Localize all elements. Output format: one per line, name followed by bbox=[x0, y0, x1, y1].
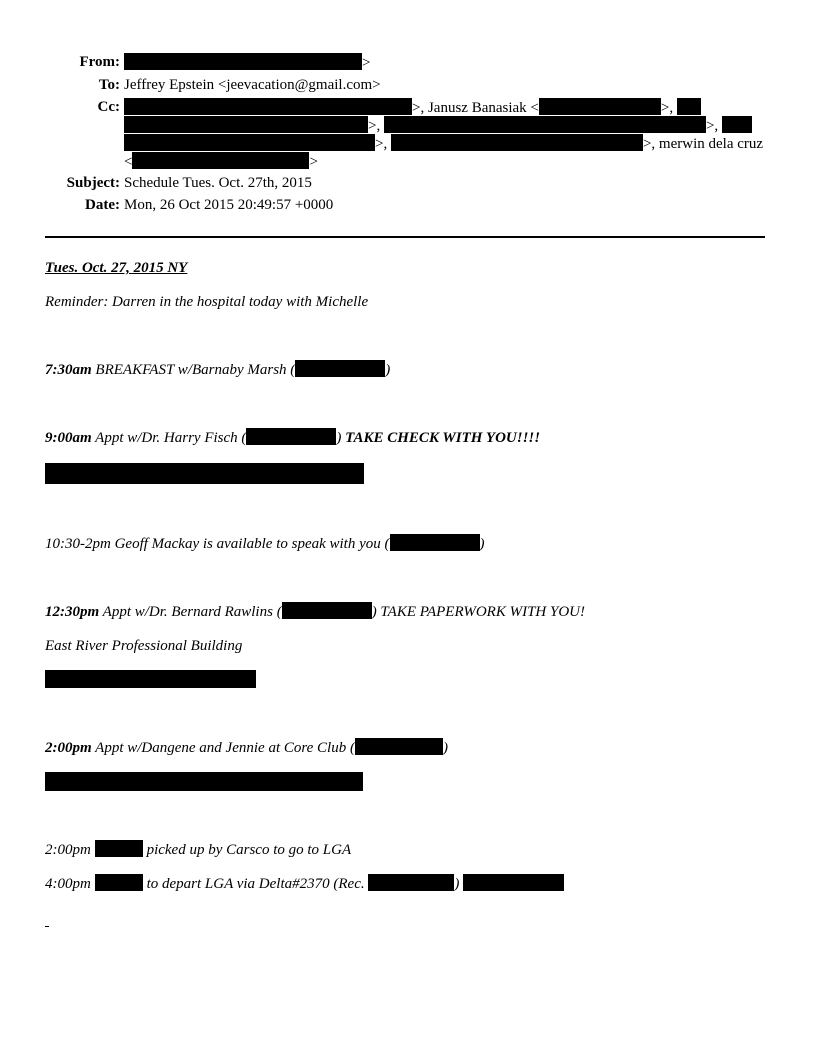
cc-text: >, bbox=[368, 118, 381, 134]
redaction bbox=[295, 360, 385, 377]
schedule-item bbox=[45, 428, 540, 448]
event-text: ) bbox=[385, 362, 391, 378]
cc-label: Cc: bbox=[97, 99, 120, 115]
event-text: ) bbox=[454, 876, 460, 892]
event-time: 7:30am bbox=[45, 362, 92, 378]
redaction bbox=[246, 428, 336, 445]
schedule-item bbox=[45, 840, 351, 860]
cc-text: >, bbox=[375, 136, 388, 152]
event-text: Appt w/Dangene and Jennie at Core Club ( bbox=[91, 740, 355, 756]
cc-text: < bbox=[124, 154, 133, 170]
redaction bbox=[391, 134, 643, 151]
event-note: TAKE CHECK WITH YOU!!!! bbox=[341, 430, 541, 446]
redaction bbox=[124, 116, 368, 133]
redaction bbox=[722, 116, 752, 133]
cc-text: >, Janusz Banasiak < bbox=[412, 100, 539, 116]
redaction bbox=[463, 874, 564, 891]
event-time: 9:00am bbox=[45, 430, 92, 446]
redaction bbox=[124, 53, 362, 70]
event-time: 2:00pm bbox=[45, 740, 92, 756]
schedule-item bbox=[45, 874, 564, 894]
redaction bbox=[355, 738, 443, 755]
event-time: 12:30pm bbox=[45, 604, 100, 620]
to-value: Jeffrey Epstein <jeevacation@gmail.com> bbox=[124, 77, 381, 93]
subject-label: Subject: bbox=[66, 175, 120, 191]
redaction bbox=[45, 463, 364, 484]
redaction bbox=[124, 134, 375, 151]
redaction bbox=[132, 152, 309, 169]
cc-text: >, merwin dela cruz bbox=[642, 136, 764, 152]
event-text: Appt w/Dr. Harry Fisch ( bbox=[91, 430, 247, 446]
header-divider bbox=[45, 236, 765, 238]
redaction bbox=[95, 874, 143, 891]
event-text: BREAKFAST w/Barnaby Marsh ( bbox=[91, 362, 296, 378]
event-text: ) bbox=[336, 430, 342, 446]
redaction bbox=[539, 98, 661, 115]
event-text: ) bbox=[442, 740, 448, 756]
schedule-item bbox=[45, 602, 585, 622]
event-text: 10:30-2pm Geoff Mackay is available to speak with you ( bbox=[45, 536, 390, 552]
redaction bbox=[45, 772, 363, 791]
cc-text: >, bbox=[660, 100, 674, 116]
redaction bbox=[677, 98, 701, 115]
redaction bbox=[282, 602, 372, 619]
trailing-mark bbox=[45, 926, 49, 927]
subject-value: Schedule Tues. Oct. 27th, 2015 bbox=[124, 175, 312, 191]
event-text: picked up by Carsco to go to LGA bbox=[142, 842, 352, 858]
schedule-item bbox=[45, 534, 485, 554]
date-label: Date: bbox=[85, 197, 120, 213]
to-label: To: bbox=[98, 77, 120, 93]
reminder-text: Reminder: Darren in the hospital today with Michelle bbox=[45, 294, 369, 310]
cc-text: >, bbox=[705, 118, 719, 134]
redaction bbox=[95, 840, 143, 857]
redaction bbox=[124, 98, 412, 115]
event-text: Appt w/Dr. Bernard Rawlins ( bbox=[99, 604, 282, 620]
event-text: ) TAKE PAPERWORK WITH YOU! bbox=[371, 604, 586, 620]
date-value: Mon, 26 Oct 2015 20:49:57 +0000 bbox=[124, 197, 334, 213]
redaction bbox=[384, 116, 706, 133]
schedule-item bbox=[45, 360, 390, 380]
date-heading: Tues. Oct. 27, 2015 NY bbox=[45, 260, 188, 276]
event-text: to depart LGA via Delta#2370 (Rec. bbox=[142, 876, 369, 892]
event-text: ) bbox=[479, 536, 485, 552]
event-time: 2:00pm bbox=[45, 842, 91, 858]
redaction bbox=[368, 874, 454, 891]
cc-text: > bbox=[309, 154, 318, 170]
from-label: From: bbox=[79, 54, 120, 70]
from-suffix: > bbox=[362, 55, 371, 71]
redaction bbox=[390, 534, 480, 551]
redaction bbox=[45, 670, 256, 688]
event-time: 4:00pm bbox=[45, 876, 91, 892]
schedule-item bbox=[45, 738, 448, 758]
event-location: East River Professional Building bbox=[45, 638, 243, 654]
